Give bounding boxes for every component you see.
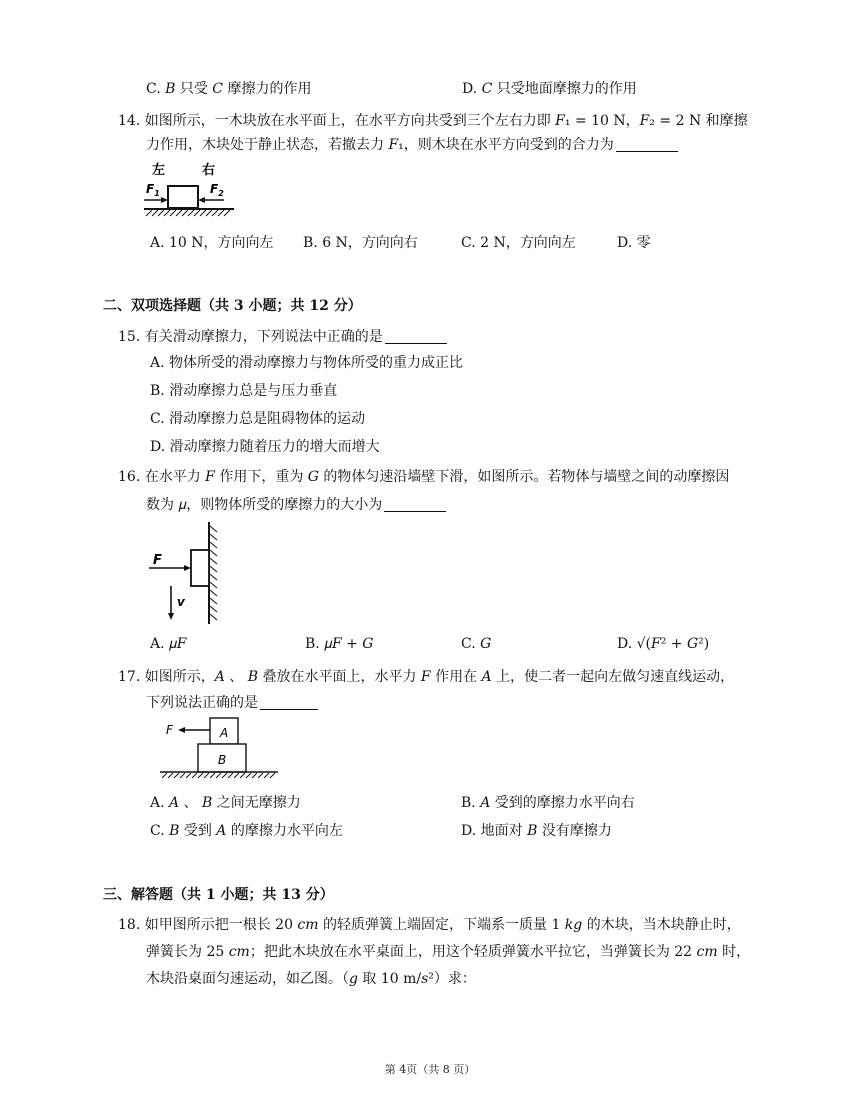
q17-option-d: D. 地面对 𝐵 没有摩擦力 <box>461 823 612 839</box>
q16-stem-text: 数为 𝜇，则物体所受的摩擦力的大小为 <box>146 497 383 513</box>
q14-option-a: A. 10 N，方向向左 <box>150 235 274 251</box>
q14-stem-text: 力作用，木块处于静止状态，若撤去力 𝐹₁，则木块在水平方向受到的合力为 <box>146 137 614 153</box>
q17-stem-line1: 17. 如图所示，𝐴 、 𝐵 叠放在水平面上，水平力 𝐹 作用在 𝐴 上，使二者一起向左做匀速直线运动， <box>118 669 735 685</box>
fig-f-label: F <box>166 723 173 737</box>
fig-a-label: A <box>220 726 229 740</box>
answer-blank <box>616 137 678 152</box>
q17-option-a: A. 𝐴 、 𝐵 之间无摩擦力 <box>150 795 301 811</box>
q14-option-d: D. 零 <box>617 235 651 251</box>
q16-stem-line2 <box>146 494 446 514</box>
q15-option-a: A. 物体所受的滑动摩擦力与物体所受的重力成正比 <box>150 355 464 371</box>
q17-option-b: B. 𝐴 受到的摩擦力水平向右 <box>461 795 635 811</box>
q16-option-c: C. 𝐺 <box>461 636 492 652</box>
q14-option-c: C. 2 N，方向向左 <box>461 235 576 251</box>
fig-f1-label: $F_1$ <box>146 182 160 198</box>
q18-stem-line1: 18. 如甲图所示把一根长 20 𝑐𝑚 的轻质弹簧上端固定，下端系一质量 1 𝑘𝑔 的木块，当木块静止时， <box>118 917 741 933</box>
answer-blank <box>260 695 318 710</box>
q14-stem-line2 <box>146 134 678 154</box>
q17-stem-line2 <box>146 692 318 712</box>
q16-option-d: D. √(𝐹² + 𝐺²) <box>617 636 710 652</box>
q17-stem-text: 下列说法正确的是 <box>146 695 258 711</box>
q18-stem-line2: 弹簧长为 25 𝑐𝑚；把此木块放在水平桌面上，用这个轻质弹簧水平拉它，当弹簧长为 22 𝑐𝑚 时， <box>146 944 751 960</box>
q16-stem-line1: 16. 在水平力 𝐹 作用下，重为 𝐺 的物体匀速沿墙壁下滑，如图所示。若物体与墙壁之间的动摩擦因 <box>118 469 730 485</box>
fig-v-label: v <box>177 595 185 609</box>
fig-f-label: F <box>153 553 162 568</box>
q16-option-a: A. 𝜇𝐹 <box>150 636 187 652</box>
wooden-block <box>168 186 198 208</box>
q18-stem-line3: 木块沿桌面匀速运动，如乙图。（𝑔 取 10 m/𝑠²）求： <box>146 971 476 987</box>
section3-title: 三、解答题（共 1 小题；共 13 分） <box>103 887 334 903</box>
q13-option-d: D. 𝐶 只受地面摩擦力的作用 <box>462 81 637 97</box>
q15-stem <box>118 326 447 346</box>
q14-option-b: B. 6 N，方向向右 <box>303 235 418 251</box>
fig-b-label: B <box>218 753 227 767</box>
q15-option-d: D. 滑动摩擦力随着压力的增大而增大 <box>150 439 380 455</box>
fig-left-label: 左 <box>152 163 166 178</box>
wall-hatch <box>210 526 217 620</box>
q17-option-c: C. 𝐵 受到 𝐴 的摩擦力水平向左 <box>150 823 343 839</box>
q15-stem-text: 15. 有关滑动摩擦力，下列说法中正确的是 <box>118 329 383 345</box>
fig-right-label: 右 <box>202 163 216 178</box>
page-footer: 第 4页（共 8 页） <box>384 1063 476 1076</box>
q17-stacked-blocks-figure <box>158 714 282 784</box>
q14-block-figure <box>140 160 240 222</box>
section2-title: 二、双项选择题（共 3 小题；共 12 分） <box>103 298 362 314</box>
q13-option-c: C. 𝐵 只受 𝐶 摩擦力的作用 <box>146 81 312 97</box>
fig-f2-label: $F_2$ <box>210 182 224 198</box>
answer-blank <box>384 497 446 512</box>
q16-wall-figure <box>145 520 235 626</box>
q15-option-c: C. 滑动摩擦力总是阻碍物体的运动 <box>150 411 366 427</box>
q15-option-b: B. 滑动摩擦力总是与压力垂直 <box>150 383 338 399</box>
object-block <box>191 550 209 586</box>
ground-hatch <box>162 773 275 778</box>
q16-option-b: B. 𝜇𝐹 + 𝐺 <box>305 636 374 652</box>
ground-hatch <box>146 210 230 216</box>
answer-blank <box>385 329 447 344</box>
q14-stem-line1: 14. 如图所示，一木块放在水平面上，在水平方向共受到三个左右力即 𝐹₁ = 10 N，𝐹₂ = 2 N 和摩擦 <box>118 113 748 129</box>
